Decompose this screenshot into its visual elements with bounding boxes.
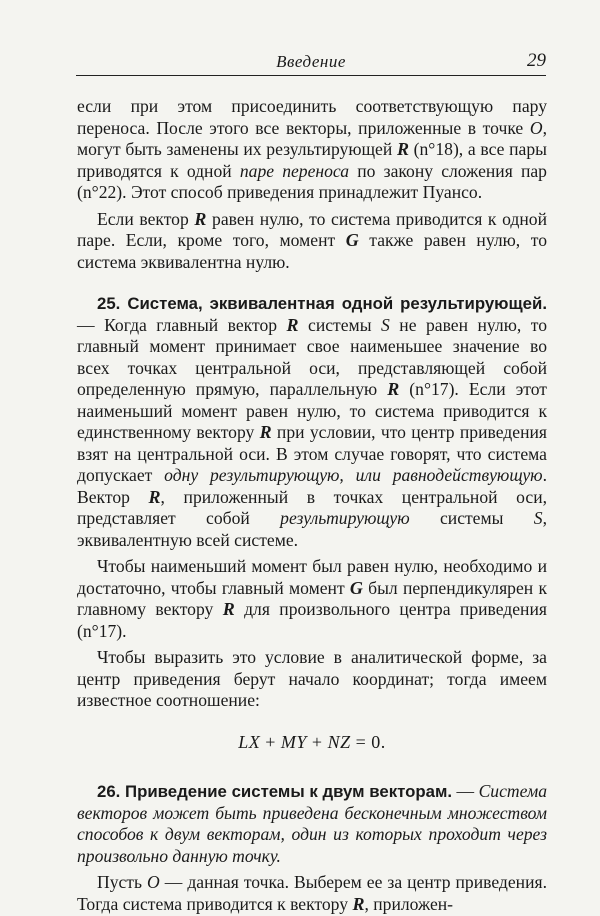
page-number: 29 (527, 50, 546, 71)
symbol-r: R (259, 422, 272, 442)
text-run: , приложен- (364, 893, 454, 914)
text-run: по закону сложения пар (n°22). Этот способ приведения принадлежит Пуансо. (77, 160, 547, 202)
text-run: системы (409, 508, 534, 528)
symbol-g: G (349, 577, 363, 598)
formula (77, 732, 547, 754)
text-run: был перпендикулярен к главному вектору (77, 577, 547, 619)
text-run: — (452, 781, 479, 801)
symbol-r: R (387, 379, 400, 399)
header-rule (76, 75, 546, 76)
paragraph-1 (77, 96, 547, 204)
paragraph-4 (77, 556, 547, 642)
italic-term: паре переноса (239, 160, 350, 181)
symbol-s: S (533, 508, 543, 528)
text-run: системы (298, 314, 381, 335)
symbol-r: R (148, 486, 161, 507)
paragraph-2 (77, 209, 547, 274)
text-run: для произвольного центра приведения (n°17). (77, 599, 547, 641)
symbol-o: O (147, 872, 160, 892)
formula-op: = 0. (350, 731, 386, 752)
text-run: (n°18), а все пары приводятся к одной (77, 139, 547, 181)
text-run: (n°17). Если этот наименьший момент равен нулю, то система приводится к единственному вектору (77, 379, 547, 442)
text-run: также равен нулю, то система эквивалентна нулю. (77, 230, 547, 272)
formula-op: + (260, 731, 281, 752)
formula-op: + (306, 731, 328, 752)
italic-statement: Система векторов может быть приведена бесконечным множеством способов к двум векторам, один из которых проходит через произвольно данную точку. (77, 781, 548, 866)
paragraph-5 (77, 647, 547, 712)
text-run: Чтобы наименьший момент был равен нулю, необходимо и достаточно, чтобы главный момент (77, 556, 547, 598)
text-run: Чтобы выразить это условие в аналитической форме, за центр приведения берут начало координат; тогда имеем известное соотношение: (77, 647, 547, 710)
text-run: не равен нулю, то главный момент принимает свое наименьшее значение во всех точках центральной оси, представляющей собой определенную прямую, параллельную (77, 314, 547, 399)
symbol-s: S (381, 314, 390, 335)
italic-term: одну результирующую, или равнодействующую (164, 465, 543, 485)
formula-term: LX (238, 731, 261, 752)
text-run: , приложенный в точках центральной оси, представляет собой (77, 486, 548, 528)
symbol-r: R (352, 893, 365, 914)
formula-term: MY (280, 731, 307, 752)
text-run: , могут быть заменены их результирующей (77, 117, 547, 159)
text-run: . Вектор (77, 465, 547, 507)
running-head (76, 52, 546, 72)
section-25 (77, 293, 547, 551)
page-body (77, 96, 547, 915)
symbol-g: G (345, 230, 359, 250)
italic-term: результирующую (280, 508, 410, 528)
paragraph-7 (77, 872, 547, 915)
symbol-o: O (529, 117, 543, 138)
text-run: Пусть (97, 872, 148, 892)
symbol-r: R (194, 208, 207, 229)
text-run: — данная точка. Выберем ее за центр приведения. Тогда система приводится к вектору (77, 872, 547, 914)
section-heading: 25. Система, эквивалентная одной результирующей. (97, 294, 547, 313)
text-run: , эквивалентную всей системе. (77, 508, 547, 550)
running-title: Введение (276, 52, 346, 71)
text-run: Если вектор (97, 208, 195, 229)
symbol-r: R (286, 314, 299, 335)
symbol-r: R (222, 599, 235, 619)
text-run: при условии, что центр приведения взят на центральной оси. В этом случае говорят, что система допускает (77, 422, 547, 485)
symbol-r: R (396, 139, 409, 159)
section-heading: 26. Приведение системы к двум векторам. (97, 782, 453, 801)
text-run: равен нулю, то система приводится к одной паре. Если, кроме того, момент (77, 208, 547, 250)
formula-term: NZ (327, 731, 351, 752)
text-run: если при этом присоединить соответствующую пару переноса. После этого все векторы, приложенные в точке (77, 96, 547, 138)
text-run: — Когда главный вектор (77, 314, 287, 335)
section-26 (77, 781, 547, 867)
